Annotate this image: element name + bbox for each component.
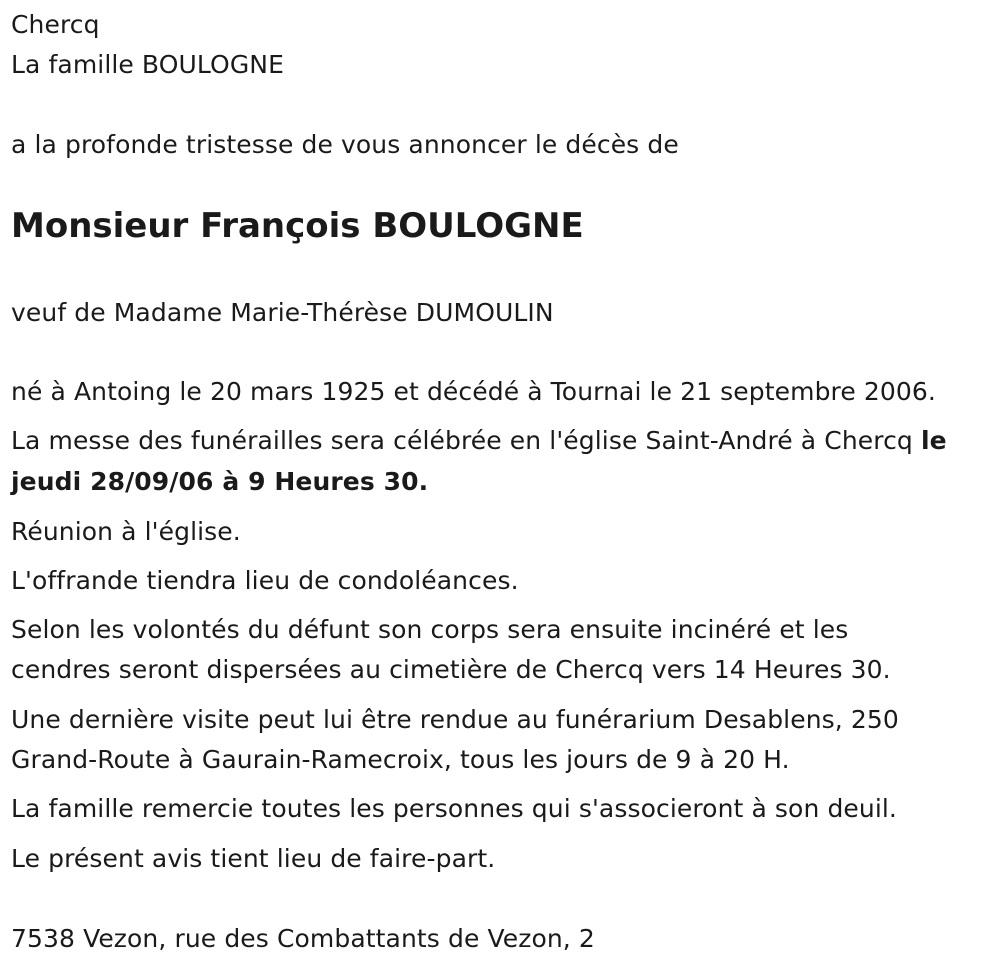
widower-line: veuf de Madame Marie-Thérèse DUMOULIN bbox=[11, 298, 554, 327]
mass-text: La messe des funérailles sera célébrée en l'église Saint-André à Chercq bbox=[11, 426, 921, 455]
mass-line-1 bbox=[11, 421, 947, 461]
visit-line-2: Grand-Route à Gaurain-Ramecroix, tous les jours de 9 à 20 H. bbox=[11, 745, 790, 774]
visit-line-1: Une dernière visite peut lui être rendue au funérarium Desablens, 250 bbox=[11, 705, 899, 734]
cremation-line-1: Selon les volontés du défunt son corps sera ensuite incinéré et les bbox=[11, 615, 849, 644]
address-line: 7538 Vezon, rue des Combattants de Vezon, 2 bbox=[11, 924, 595, 953]
deceased-name: Monsieur François BOULOGNE bbox=[11, 206, 584, 246]
cremation-line-2: cendres seront dispersées au cimetière de Chercq vers 14 Heures 30. bbox=[11, 655, 891, 684]
birth-death-line: né à Antoing le 20 mars 1925 et décédé à Tournai le 21 septembre 2006. bbox=[11, 377, 936, 406]
family-line: La famille BOULOGNE bbox=[11, 50, 285, 79]
meeting-line: Réunion à l'église. bbox=[11, 517, 241, 546]
mass-date-start: le bbox=[920, 426, 947, 455]
offering-line: L'offrande tiendra lieu de condoléances. bbox=[11, 566, 519, 595]
notice-line: Le présent avis tient lieu de faire-part. bbox=[11, 844, 496, 873]
thanks-line: La famille remercie toutes les personnes qui s'associeront à son deuil. bbox=[11, 794, 897, 823]
intro-line: a la profonde tristesse de vous annoncer le décès de bbox=[11, 130, 679, 159]
location-line: Chercq bbox=[11, 10, 100, 39]
mass-date-line: jeudi 28/09/06 à 9 Heures 30. bbox=[11, 467, 429, 496]
